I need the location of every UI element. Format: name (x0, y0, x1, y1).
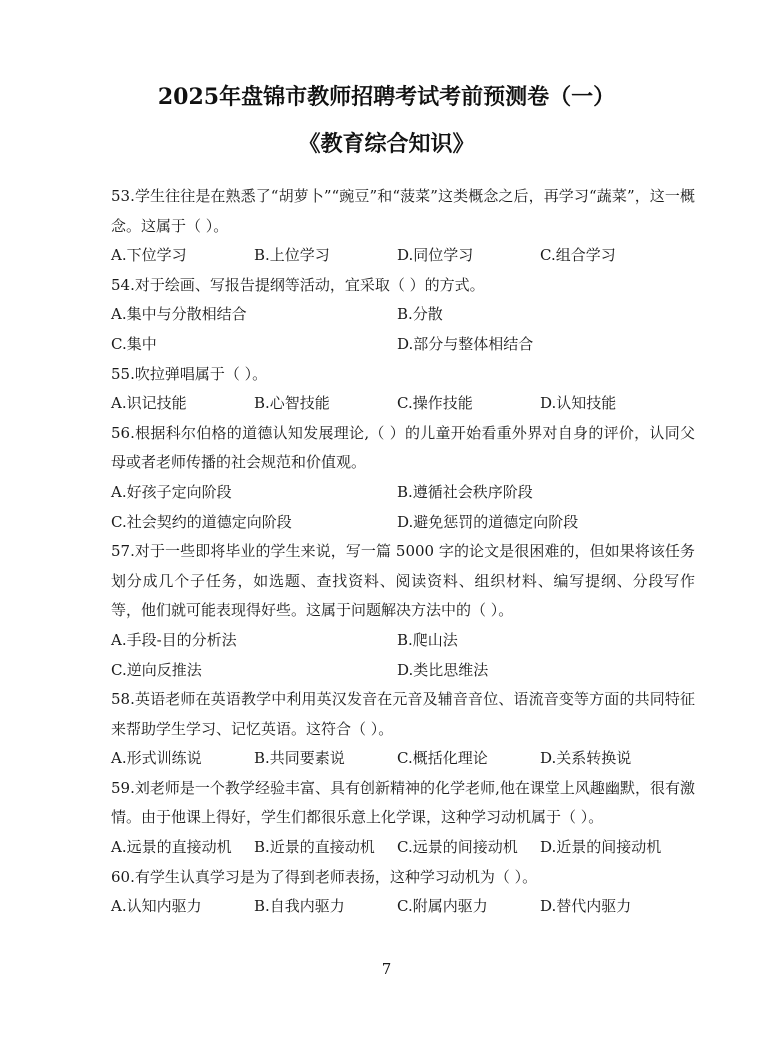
question-55-stem: 55.吹拉弹唱属于（ ）。 (111, 364, 268, 383)
question-list (80, 182, 695, 922)
page-number: 7 (381, 960, 392, 978)
option: C.附属内驱力 (397, 897, 488, 916)
option: A.集中与分散相结合 (111, 305, 247, 324)
option: D.部分与整体相结合 (397, 334, 534, 353)
option: B.上位学习 (254, 246, 330, 265)
page-subtitle: 《教育综合知识》 (298, 131, 475, 157)
option: B.遵循社会秩序阶段 (397, 482, 533, 501)
option: C.社会契约的道德定向阶段 (111, 512, 292, 531)
option: A.远景的直接动机 (111, 838, 232, 857)
option: A.下位学习 (111, 246, 187, 265)
option: D.近景的间接动机 (540, 838, 662, 857)
option: B.共同要素说 (254, 749, 345, 768)
option: C.组合学习 (540, 246, 616, 265)
option: A.形式训练说 (111, 749, 202, 768)
question-56-options-row2 (80, 508, 695, 538)
question-53-stem: 53.学生往往是在熟悉了“胡萝卜”“豌豆”和“菠菜”这类概念之后，再学习“蔬菜”，这一概念。这属于（ ）。 (111, 187, 695, 235)
option: B.分散 (397, 305, 443, 324)
option: A.认知内驱力 (111, 897, 202, 916)
question-54-stem: 54.对于绘画、写报告提纲等活动，宜采取（ ）的方式。 (111, 275, 485, 294)
question-58-options (80, 744, 695, 774)
question-54-options-row1 (80, 300, 695, 330)
option: C.集中 (111, 334, 157, 353)
question-57-stem: 57.对于一些即将毕业的学生来说，写一篇 5000 字的论文是很困难的，但如果将该任务划分成几个子任务，如选题、查找资料、阅读资料、组织材料、编写提纲、分段写作等，他们就可能表现得好些。这属于问题解决方法中的（ ）。 (111, 542, 695, 620)
question-60-options (80, 892, 695, 922)
page-title: 2025年盘锦市教师招聘考试考前预测卷（一） (157, 84, 616, 110)
question-54-options-row2 (80, 330, 695, 360)
option: C.操作技能 (397, 394, 473, 413)
question-56-stem: 56.根据科尔伯格的道德认知发展理论,（ ）的儿童开始看重外界对自身的评价，认同父母或者老师传播的社会规范和价值观。 (111, 423, 695, 472)
question-55-options (80, 389, 695, 419)
option: B.近景的直接动机 (254, 838, 375, 857)
option: D.避免惩罚的道德定向阶段 (397, 512, 579, 531)
option: C.概括化理论 (397, 749, 488, 768)
question-58-stem: 58.英语老师在英语教学中利用英汉发音在元音及辅音音位、语流音变等方面的共同特征来帮助学生学习、记忆英语。这符合（ ）。 (111, 690, 695, 738)
option: B.心智技能 (254, 394, 330, 413)
option: D.认知技能 (540, 394, 617, 413)
question-57-options-row1 (80, 626, 695, 656)
question-53-options (80, 241, 695, 271)
option: D.替代内驱力 (540, 897, 632, 916)
question-57-options-row2 (80, 656, 695, 686)
option: A.手段-目的分析法 (111, 630, 237, 649)
option: D.关系转换说 (540, 749, 632, 768)
option: B.爬山法 (397, 630, 458, 649)
option: A.识记技能 (111, 394, 187, 413)
option: C.远景的间接动机 (397, 838, 518, 857)
question-59-options (80, 833, 695, 863)
option: A.好孩子定向阶段 (111, 482, 232, 501)
option: B.自我内驱力 (254, 897, 345, 916)
question-60-stem: 60.有学生认真学习是为了得到老师表扬，这种学习动机为（ ）。 (111, 867, 538, 886)
question-56-options-row1 (80, 478, 695, 508)
option: D.类比思维法 (397, 660, 489, 679)
option: C.逆向反推法 (111, 660, 202, 679)
question-59-stem: 59.刘老师是一个教学经验丰富、具有创新精神的化学老师,他在课堂上风趣幽默，很有激情。由于他课上得好，学生们都很乐意上化学课，这种学习动机属于（ ）。 (111, 778, 695, 827)
option: D.同位学习 (397, 246, 474, 265)
